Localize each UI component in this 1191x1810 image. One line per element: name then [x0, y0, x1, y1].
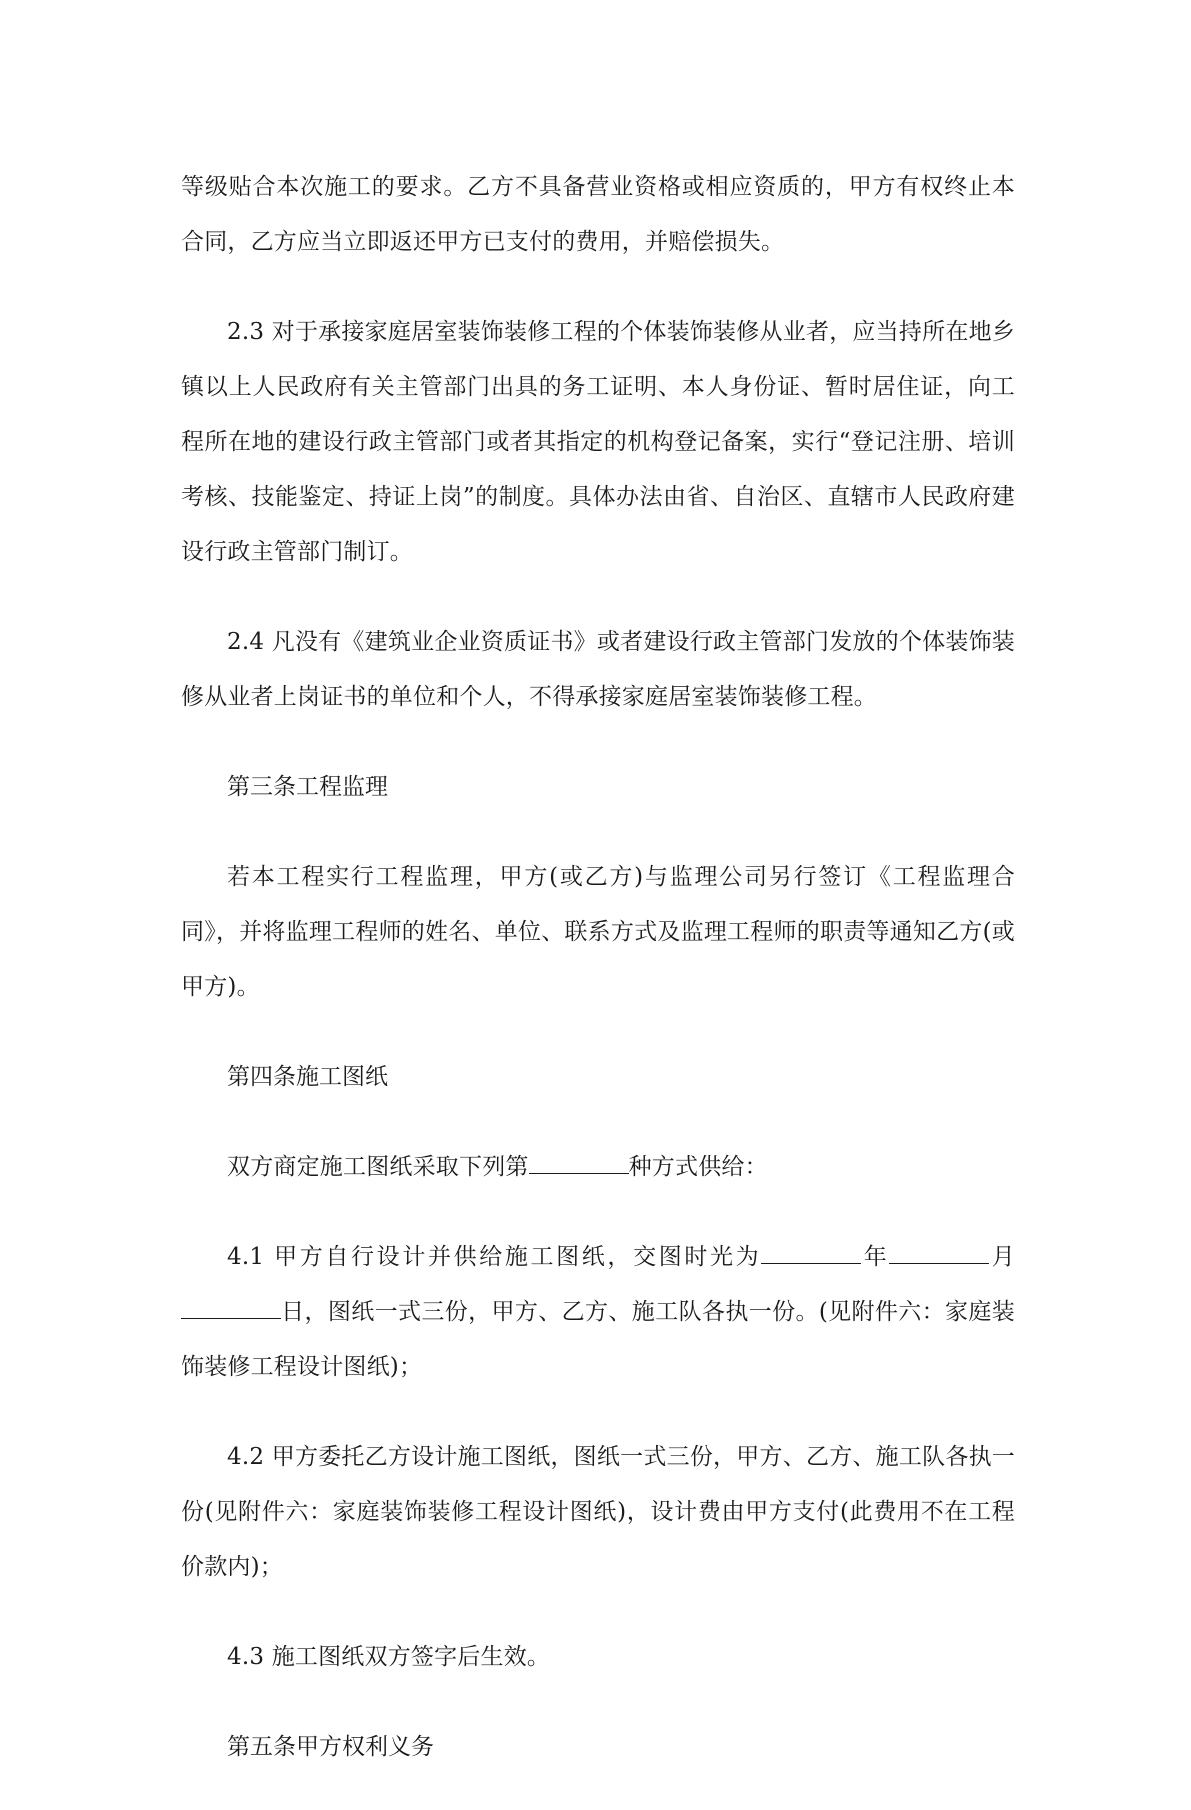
section-heading-3: 第三条工程监理 — [227, 774, 388, 800]
paragraph-4-1-month: 月 — [989, 1244, 1015, 1270]
fill-blank-month — [889, 1243, 989, 1264]
document-body — [181, 160, 1015, 1810]
paragraph-4-1-text-b: 日，图纸一式三份，甲方、乙方、施工队各执一份。(见附件六：家庭装饰装修工程设计图纸)； — [181, 1299, 1015, 1380]
paragraph-4-intro — [181, 1140, 1015, 1195]
fill-blank-method — [529, 1153, 629, 1174]
paragraph-4-1-year: 年 — [861, 1244, 890, 1270]
section-heading-4: 第四条施工图纸 — [227, 1064, 388, 1090]
paragraph-2-4: 2.4 凡没有《建筑业企业资质证书》或者建设行政主管部门发放的个体装饰装修从业者上岗证书的单位和个人，不得承接家庭居室装饰装修工程。 — [181, 629, 1015, 710]
fill-blank-day — [181, 1298, 281, 1319]
section-heading-5: 第五条甲方权利义务 — [227, 1734, 434, 1760]
paragraph-4-1 — [181, 1230, 1015, 1395]
paragraph-2-3: 2.3 对于承接家庭居室装饰装修工程的个体装饰装修从业者，应当持所在地乡镇以上人民政府有关主管部门出具的务工证明、本人身份证、暂时居住证，向工程所在地的建设行政主管部门或者其指定的机构登记备案，实行“登记注册、培训考核、技能鉴定、持证上岗”的制度。具体办法由省、自治区、直辖市人民政府建设行政主管部门制订。 — [181, 319, 1015, 565]
paragraph-3: 若本工程实行工程监理，甲方(或乙方)与监理公司另行签订《工程监理合同》，并将监理工程师的姓名、单位、联系方式及监理工程师的职责等通知乙方(或甲方)。 — [181, 864, 1015, 1000]
paragraph-4-2: 4.2 甲方委托乙方设计施工图纸，图纸一式三份，甲方、乙方、施工队各执一份(见附件六：家庭装饰装修工程设计图纸)，设计费由甲方支付(此费用不在工程价款内)； — [181, 1444, 1015, 1580]
paragraph-4-3: 4.3 施工图纸双方签字后生效。 — [227, 1644, 551, 1670]
fill-blank-year — [761, 1243, 861, 1264]
paragraph-continuation: 等级贴合本次施工的要求。乙方不具备营业资格或相应资质的，甲方有权终止本合同，乙方应当立即返还甲方已支付的费用，并赔偿损失。 — [181, 174, 1015, 255]
paragraph-4-intro-text-b: 种方式供给： — [628, 1154, 768, 1180]
paragraph-4-1-text-a: 4.1 甲方自行设计并供给施工图纸，交图时光为 — [227, 1244, 762, 1270]
paragraph-4-intro-text-a: 双方商定施工图纸采取下列第 — [227, 1154, 529, 1180]
